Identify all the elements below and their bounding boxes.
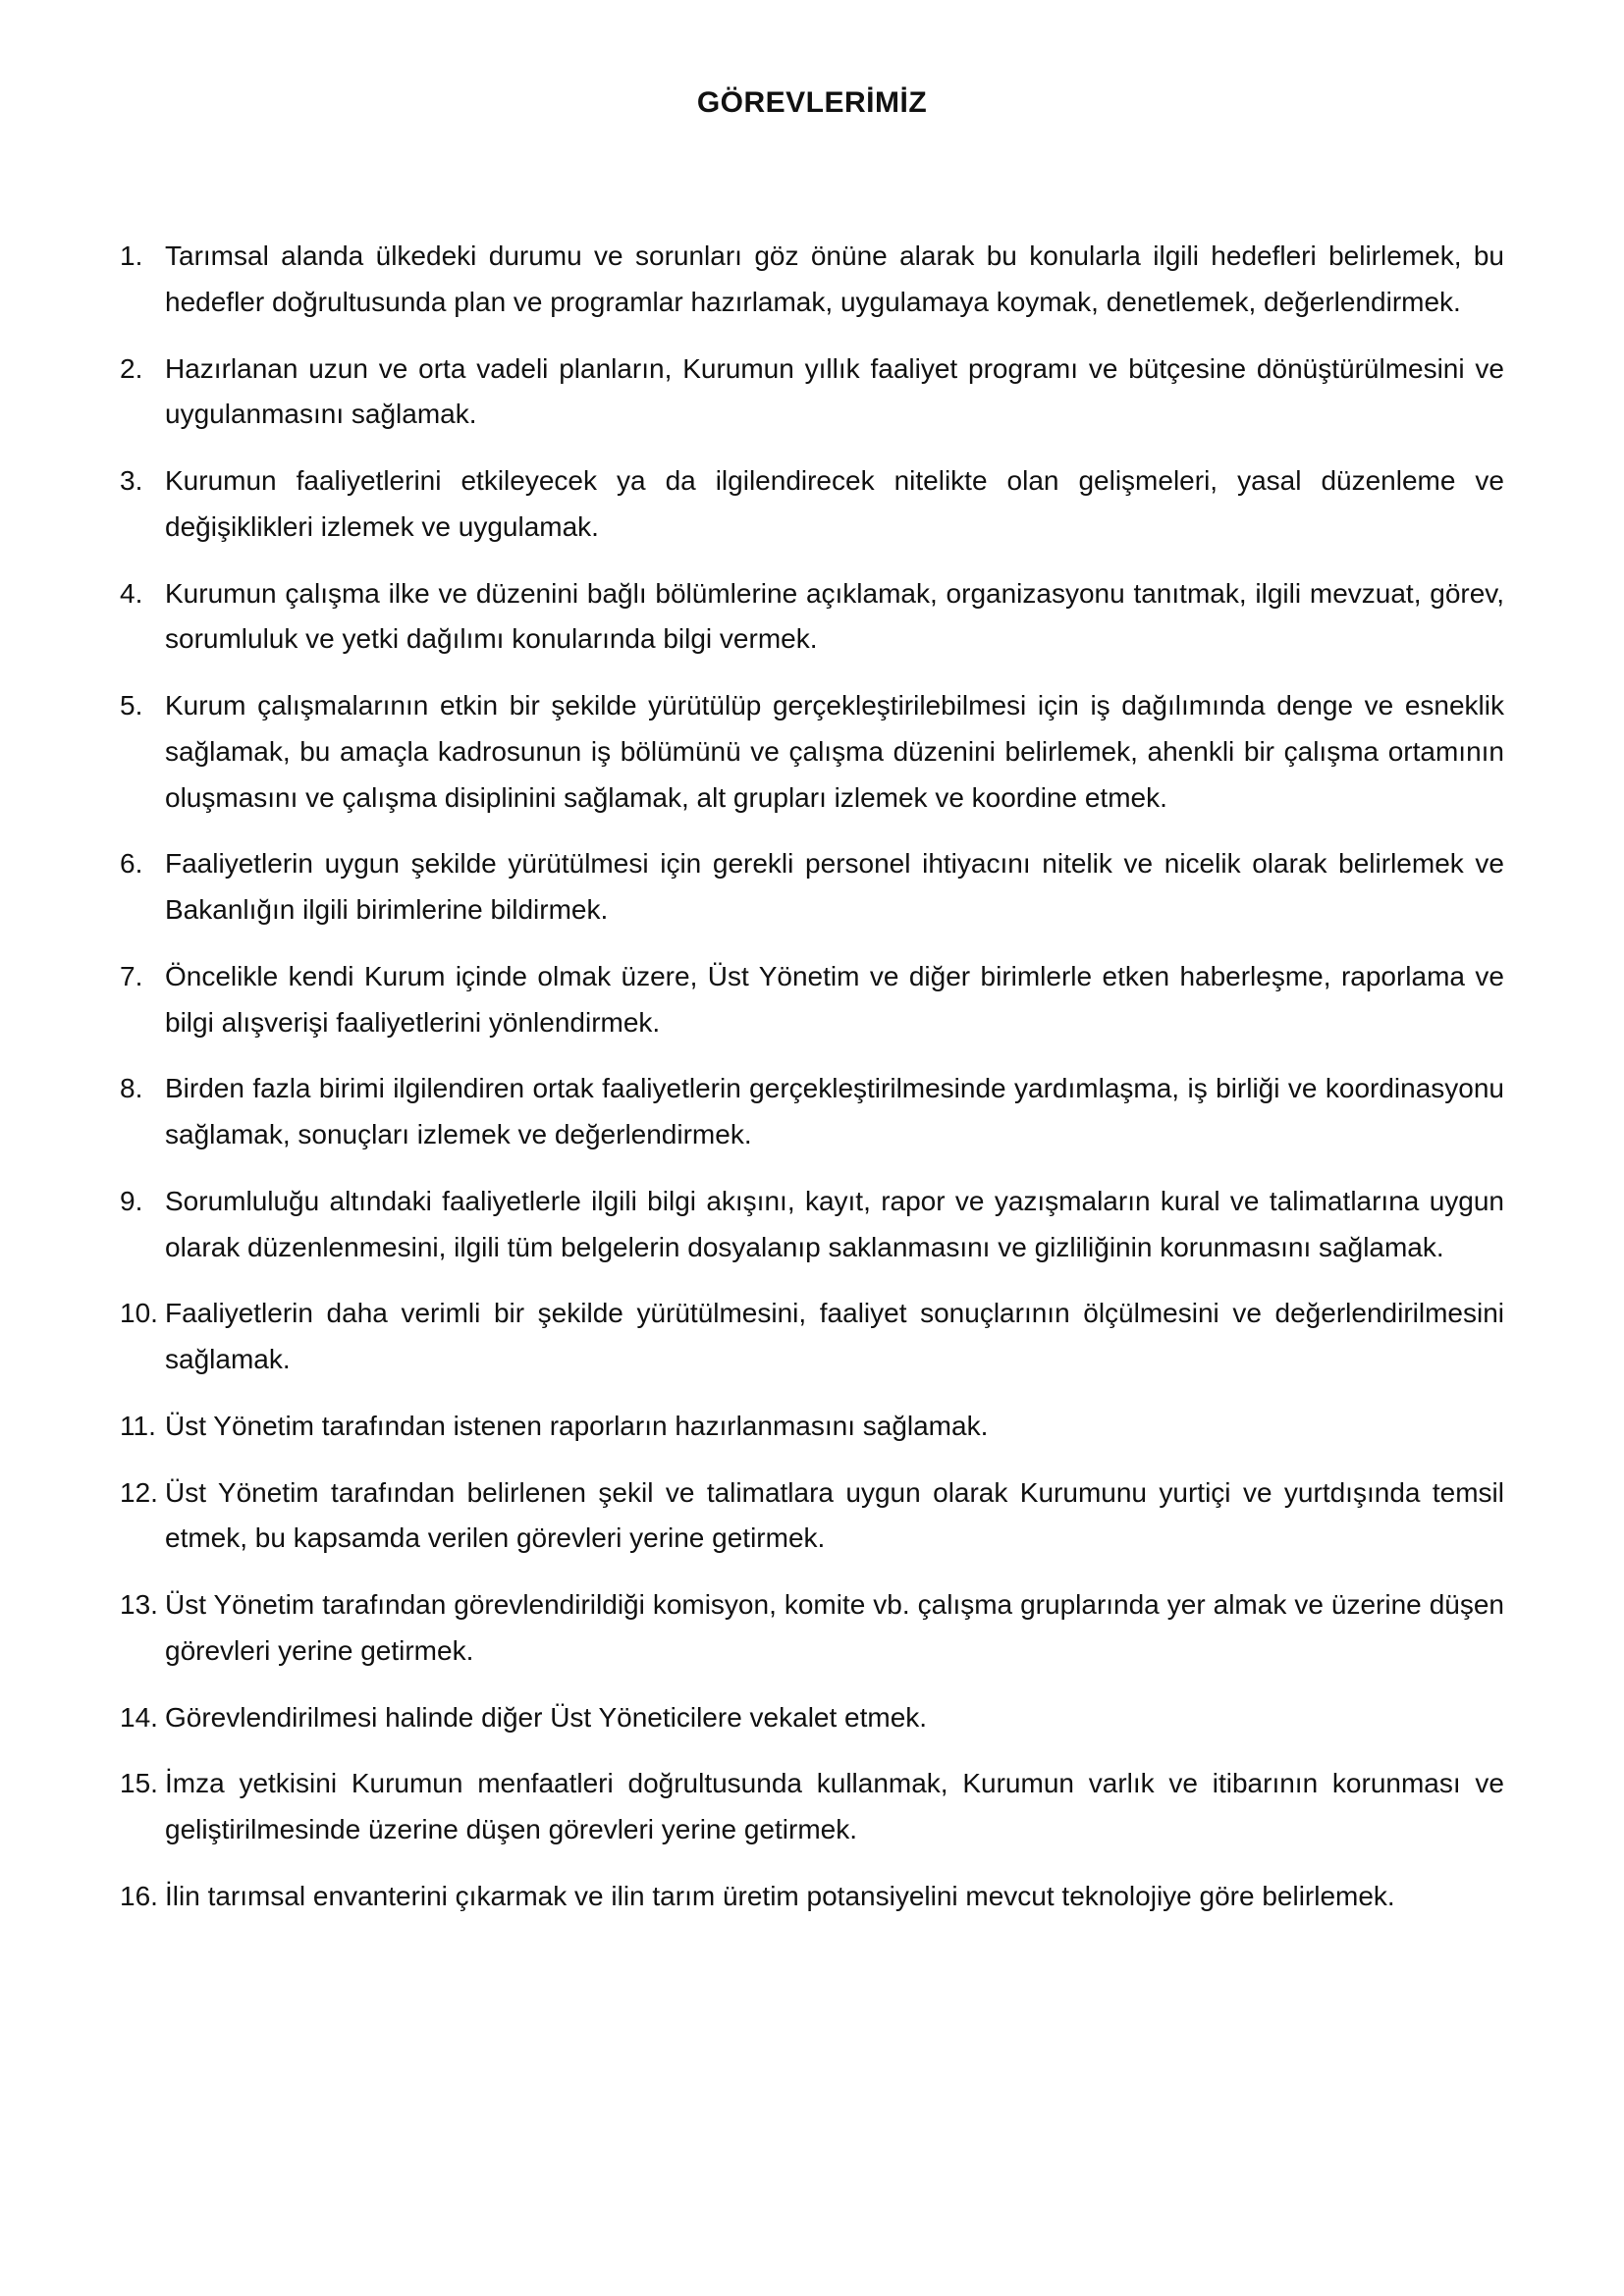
page-title: GÖREVLERİMİZ: [696, 86, 928, 119]
duty-item-text: Faaliyetlerin daha verimli bir şekilde yürütülmesini, faaliyet sonuçlarının ölçülmesini ve değerlendirilmesini sağlamak.: [165, 1298, 1504, 1374]
duty-item: [120, 683, 1504, 821]
duty-item-text: Tarımsal alanda ülkedeki durumu ve sorunları göz önüne alarak bu konularla ilgili hedefleri belirlemek, bu hedefler doğrultusunda plan ve programlar hazırlamak, uygulamaya koymak, denetlemek, değerlendirmek.: [165, 240, 1504, 317]
duty-item-number: 7.: [120, 960, 143, 991]
duty-item-number: 3.: [120, 465, 143, 496]
duty-item-number: 11.: [120, 1410, 156, 1441]
duty-item-text: Hazırlanan uzun ve orta vadeli planların, Kurumun yıllık faaliyet programı ve bütçesine dönüştürülmesini ve uygulanmasını sağlamak.: [165, 352, 1504, 430]
duty-item-text: Kurumun çalışma ilke ve düzenini bağlı bölümlerine açıklamak, organizasyonu tanıtmak, ilgili mevzuat, görev, sorumluluk ve yetki dağılımı konularında bilgi vermek.: [165, 577, 1504, 655]
duty-item-number: 5.: [120, 690, 143, 721]
duty-item-text: Üst Yönetim tarafından görevlendirildiği komisyon, komite vb. çalışma gruplarında yer almak ve üzerine düşen görevleri yerine getirmek.: [165, 1589, 1504, 1666]
duty-item-text: İmza yetkisini Kurumun menfaatleri doğrultusunda kullanmak, Kurumun varlık ve itibarının korunması ve geliştirilmesinde üzerine düşen görevleri yerine getirmek.: [165, 1768, 1504, 1844]
duty-item-text: Sorumluluğu altındaki faaliyetlerle ilgili bilgi akışını, kayıt, rapor ve yazışmaların kural ve talimatlarına uygun olarak düzenlenmesini, ilgili tüm belgelerin dosyalanıp saklanmasını ve gizliliğinin korunmasını sağlamak.: [165, 1185, 1504, 1262]
duty-item-number: 12.: [120, 1476, 158, 1508]
duty-item-number: 6.: [120, 848, 143, 880]
duty-item-text: Faaliyetlerin uygun şekilde yürütülmesi için gerekli personel ihtiyacını nitelik ve nicelik olarak belirlemek ve Bakanlığın ilgili birimlerine bildirmek.: [165, 848, 1504, 925]
duty-item: [120, 1874, 1504, 1920]
duty-item-text: Üst Yönetim tarafından istenen raporların hazırlanmasını sağlamak.: [165, 1410, 989, 1441]
duty-item: [120, 234, 1504, 326]
duty-item-number: 16.: [120, 1880, 158, 1911]
duty-item: [120, 1179, 1504, 1271]
duty-item: [120, 1761, 1504, 1853]
duty-item-number: 15.: [120, 1768, 158, 1799]
duty-item-number: 8.: [120, 1073, 143, 1104]
duty-item: [120, 1066, 1504, 1158]
duty-item-number: 13.: [120, 1589, 158, 1620]
duty-item: [120, 1291, 1504, 1383]
duty-item-text: Üst Yönetim tarafından belirlenen şekil ve talimatlara uygun olarak Kurumunu yurtiçi ve yurtdışında temsil etmek, bu kapsamda verilen görevleri yerine getirmek.: [165, 1476, 1504, 1554]
duty-item-number: 2.: [120, 352, 143, 384]
duty-item: [120, 1582, 1504, 1675]
duty-item-text: Kurum çalışmalarının etkin bir şekilde yürütülüp gerçekleştirilebilmesi için iş dağılımında denge ve esneklik sağlamak, bu amaçla kadrosunun iş bölümünü ve çalışma düzenini belirlemek, ahenkli bir çalışma ortamının oluşmasını ve çalışma disiplinini sağlamak, alt grupları izlemek ve koordine etmek.: [165, 690, 1504, 813]
duty-item: [120, 1404, 1504, 1450]
duty-item-text: Görevlendirilmesi halinde diğer Üst Yöneticilere vekalet etmek.: [165, 1701, 928, 1733]
duty-item-text: Öncelikle kendi Kurum içinde olmak üzere, Üst Yönetim ve diğer birimlerle etken haberleşme, raporlama ve bilgi alışverişi faaliyetlerini yönlendirmek.: [165, 960, 1504, 1038]
duty-item-text: Kurumun faaliyetlerini etkileyecek ya da ilgilendirecek nitelikte olan gelişmeleri, yasal düzenleme ve değişiklikleri izlemek ve uygulamak.: [165, 465, 1504, 542]
duty-item-number: 14.: [120, 1701, 158, 1733]
duty-item-text: Birden fazla birimi ilgilendiren ortak faaliyetlerin gerçekleştirilmesinde yardımlaşma, iş birliği ve koordinasyonu sağlamak, sonuçları izlemek ve değerlendirmek.: [165, 1073, 1504, 1149]
duty-item: [120, 954, 1504, 1046]
duties-list: [120, 234, 1504, 1920]
duty-item-number: 4.: [120, 577, 143, 609]
duty-item: [120, 571, 1504, 664]
duty-item-number: 10.: [120, 1298, 158, 1329]
duty-item: [120, 347, 1504, 439]
duty-item-number: 1.: [120, 240, 143, 271]
duty-item-text: İlin tarımsal envanterini çıkarmak ve ilin tarım üretim potansiyelini mevcut teknolojiye göre belirlemek.: [165, 1880, 1395, 1911]
duty-item-number: 9.: [120, 1185, 143, 1216]
duty-item: [120, 458, 1504, 551]
duty-item: [120, 841, 1504, 934]
duty-item: [120, 1695, 1504, 1741]
duty-item: [120, 1470, 1504, 1563]
